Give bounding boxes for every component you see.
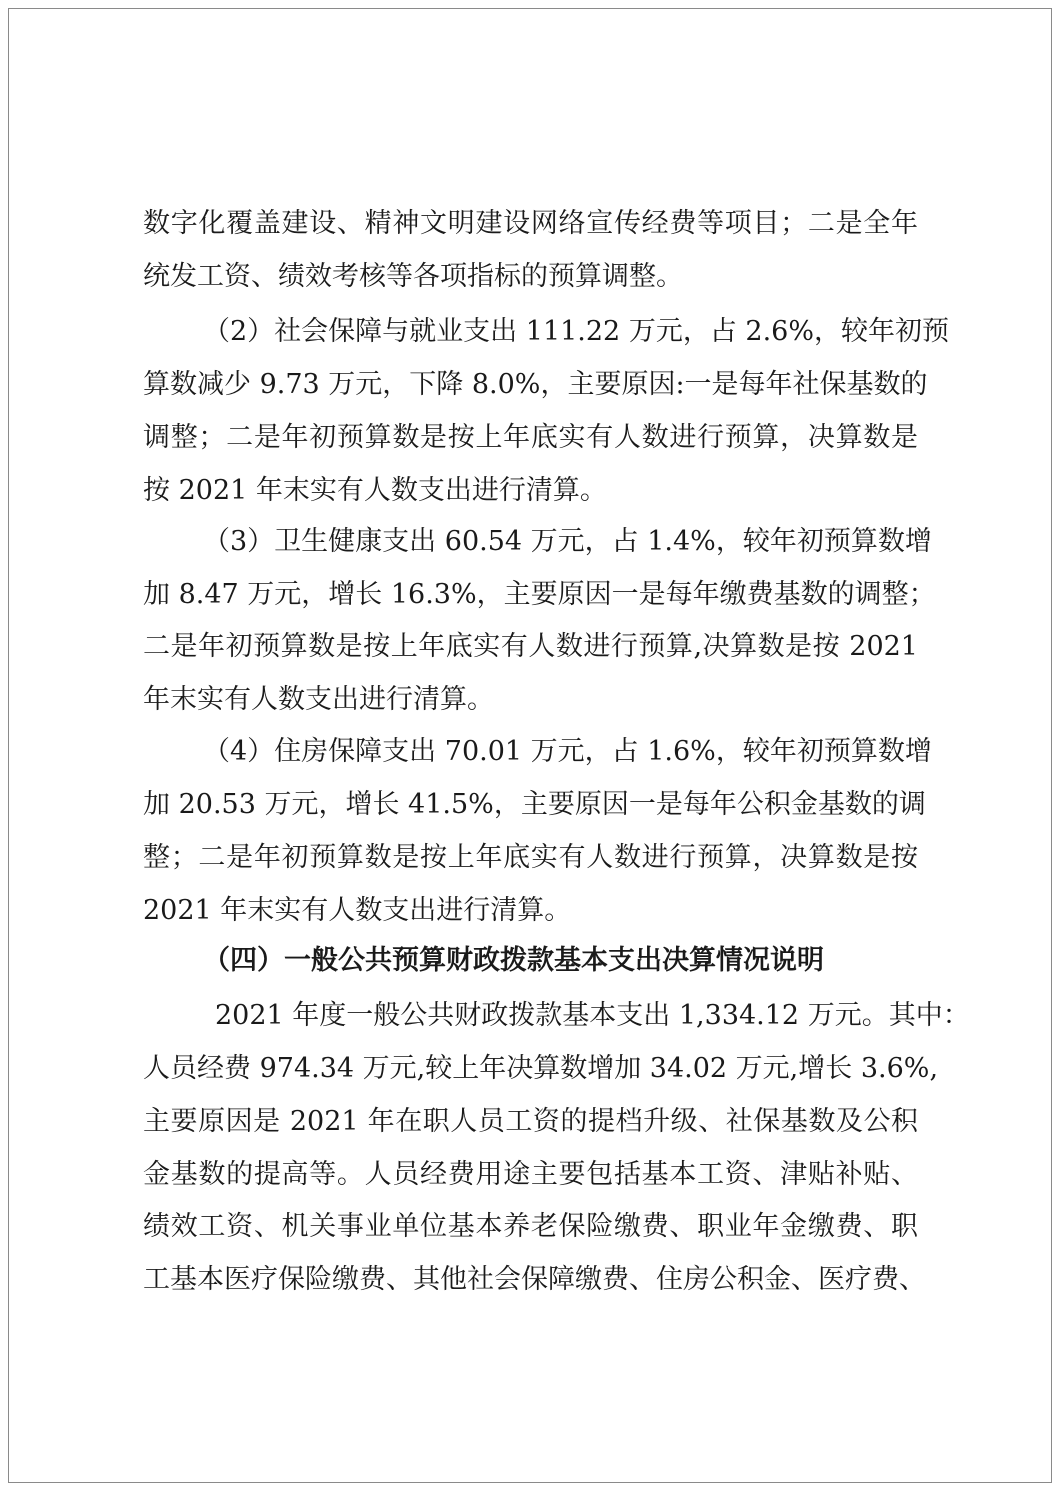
paragraph-5-line-3: 主要原因是 2021 年在职人员工资的提档升级、社保基数及公积 bbox=[143, 1106, 918, 1137]
paragraph-2-line-2: 算数减少 9.73 万元，下降 8.0%，主要原因:一是每年社保基数的 bbox=[143, 369, 928, 400]
paragraph-4-line-2: 加 20.53 万元，增长 41.5%，主要原因一是每年公积金基数的调 bbox=[143, 789, 926, 820]
paragraph-3-line-2: 加 8.47 万元，增长 16.3%，主要原因一是每年缴费基数的调整； bbox=[143, 579, 936, 610]
paragraph-5-line-1: 2021 年度一般公共财政拨款基本支出 1,334.12 万元。其中： bbox=[215, 1000, 970, 1031]
paragraph-2-line-4: 按 2021 年末实有人数支出进行清算。 bbox=[143, 475, 607, 506]
paragraph-5-line-4: 金基数的提高等。人员经费用途主要包括基本工资、津贴补贴、 bbox=[143, 1159, 918, 1190]
section-heading: （四）一般公共预算财政拨款基本支出决算情况说明 bbox=[203, 945, 824, 976]
body-line-2: 统发工资、绩效考核等各项指标的预算调整。 bbox=[143, 261, 683, 292]
paragraph-3-line-3: 二是年初预算数是按上年底实有人数进行预算,决算数是按 2021 bbox=[143, 631, 918, 662]
paragraph-5-line-6: 工基本医疗保险缴费、其他社会保障缴费、住房公积金、医疗费、 bbox=[143, 1264, 926, 1295]
paragraph-2-line-3: 调整；二是年初预算数是按上年底实有人数进行预算，决算数是 bbox=[143, 422, 918, 453]
paragraph-5-line-2: 人员经费 974.34 万元,较上年决算数增加 34.02 万元,增长 3.6%, bbox=[143, 1053, 939, 1084]
paragraph-2-line-1: （2）社会保障与就业支出 111.22 万元，占 2.6%，较年初预 bbox=[203, 316, 949, 347]
paragraph-4-line-1: （4）住房保障支出 70.01 万元，占 1.6%，较年初预算数增 bbox=[203, 736, 932, 767]
body-line-1: 数字化覆盖建设、精神文明建设网络宣传经费等项目；二是全年 bbox=[143, 208, 918, 239]
paragraph-3-line-4: 年末实有人数支出进行清算。 bbox=[143, 684, 494, 715]
paragraph-5-line-5: 绩效工资、机关事业单位基本养老保险缴费、职业年金缴费、职 bbox=[143, 1211, 918, 1242]
paragraph-4-line-3: 整；二是年初预算数是按上年底实有人数进行预算，决算数是按 bbox=[143, 842, 918, 873]
paragraph-3-line-1: （3）卫生健康支出 60.54 万元，占 1.4%，较年初预算数增 bbox=[203, 526, 932, 557]
paragraph-4-line-4: 2021 年末实有人数支出进行清算。 bbox=[143, 895, 572, 926]
